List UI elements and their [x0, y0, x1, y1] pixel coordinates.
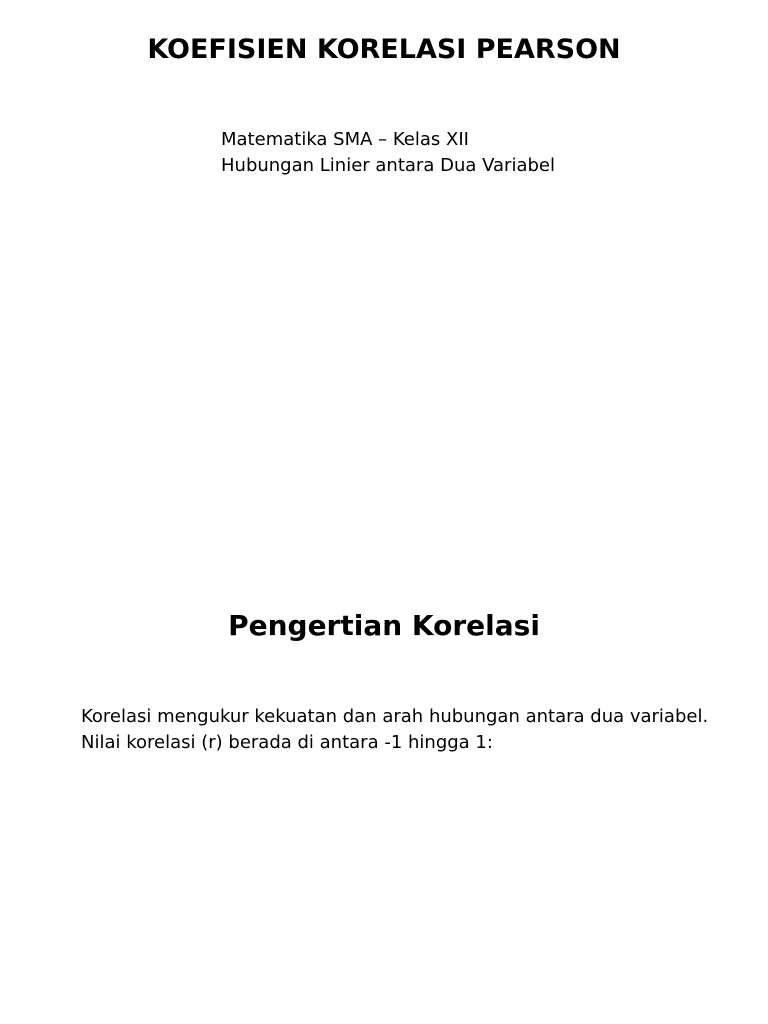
- body-line: Nilai korelasi (r) berada di antara -1 hingga 1:: [81, 732, 493, 753]
- subtitle-line: Matematika SMA – Kelas XII: [221, 129, 469, 150]
- body-text: [81, 704, 708, 756]
- body-line: Korelasi mengukur kekuatan dan arah hubungan antara dua variabel.: [81, 706, 709, 727]
- subtitle-line: Hubungan Linier antara Dua Variabel: [221, 155, 555, 176]
- section-title: Pengertian Korelasi: [228, 609, 540, 642]
- content-slide: [0, 512, 768, 1024]
- slide-title: KOEFISIEN KORELASI PEARSON: [147, 34, 621, 65]
- slide-subtitle: [221, 127, 555, 179]
